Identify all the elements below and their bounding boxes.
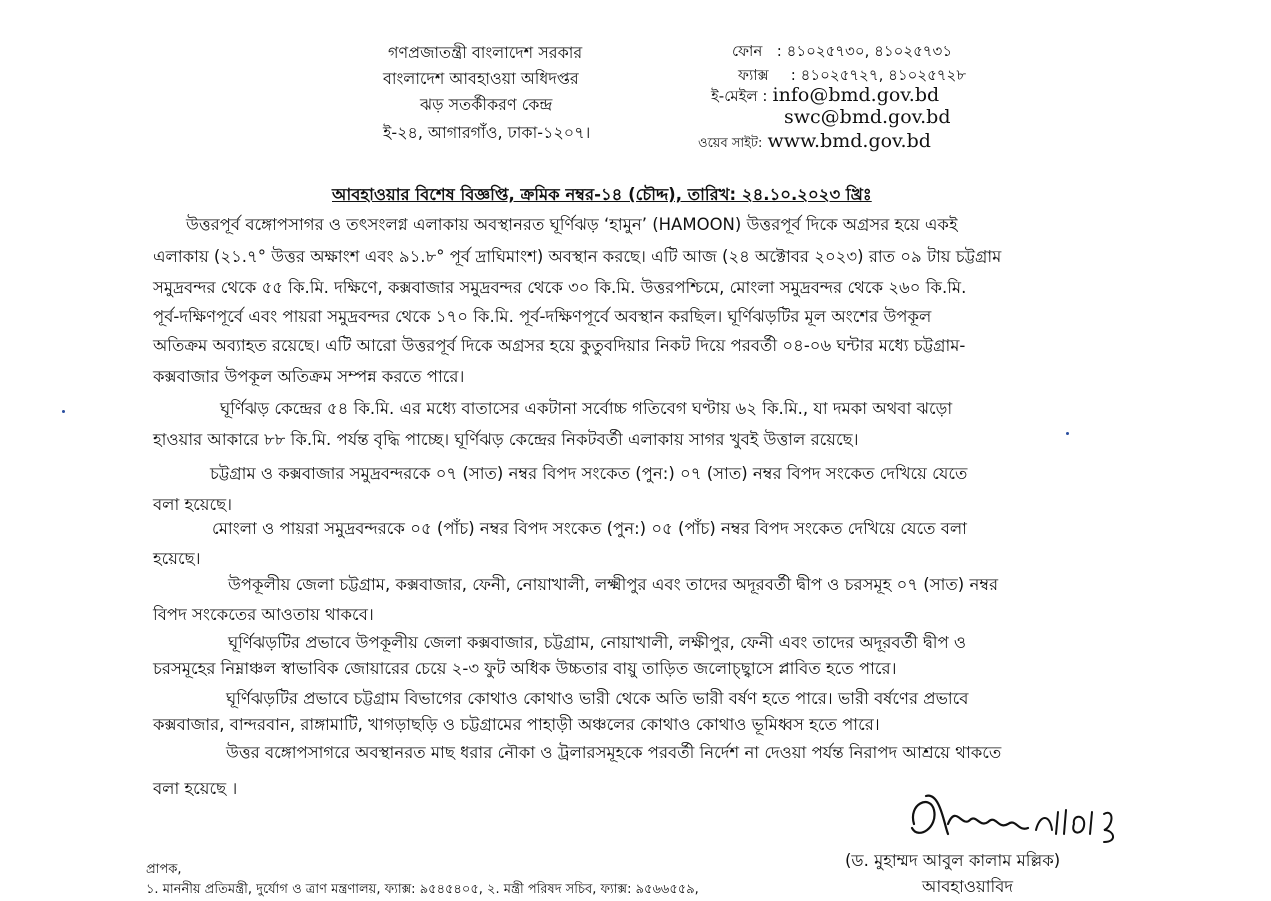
body-line: উত্তরপূর্ব বঙ্গোপসাগর ও তৎসংলগ্ন এলাকায় অবস্থানরত ঘূর্ণিঝড় ‘হামুন’ (HAMOON) উত্তরপূর্ব দিকে অগ্রসর হয়ে একই	[186, 215, 958, 234]
body-line: উত্তর বঙ্গোপসাগরে অবস্থানরত মাছ ধরার নৌকা ও ট্রলারসমূহকে পরবর্তী নির্দেশ না দেওয়া পর্যন্ত নিরাপদ আশ্রয়ে থাকতে	[226, 743, 1002, 762]
scan-speck	[62, 410, 65, 413]
fax-value: : ৪১০২৫৭২৭, ৪১০২৫৭২৮	[790, 66, 967, 84]
body-line: হাওয়ার আকারে ৮৮ কি.মি. পর্যন্ত বৃদ্ধি পাচ্ছে। ঘূর্ণিঝড় কেন্দ্রের নিকটবর্তী এলাকায় সাগর খুবই উত্তাল রয়েছে।	[153, 430, 859, 449]
body-line: ঘূর্ণিঝড়টির প্রভাবে চট্টগ্রাম বিভাগের কোথাও কোথাও ভারী থেকে অতি ভারী বর্ষণ হতে পারে। ভারী বর্ষণের প্রভাবে	[226, 689, 969, 708]
body-line: ঘূর্ণিঝড়টির প্রভাবে উপকূলীয় জেলা কক্সবাজার, চট্টগ্রাম, নোয়াখালী, লক্ষীপুর, ফেনী এবং তাদের অদূরবর্তী দ্বীপ ও	[228, 633, 967, 652]
bulletin-title: আবহাওয়ার বিশেষ বিজ্ঞপ্তি, ক্রমিক নম্বর-১৪ (চৌদ্দ), তারিখ: ২৪.১০.২০২৩ খ্রিঃ	[332, 185, 872, 204]
body-line: পূর্ব-দক্ষিণপূর্বে এবং পায়রা সমুদ্রবন্দর থেকে ১৭০ কি.মি. পূর্ব-দক্ষিণপূর্বে অবস্থান করছিল। ঘূর্ণিঝড়টির মূল অংশের উপকূল	[153, 307, 932, 326]
body-line: চট্টগ্রাম ও কক্সবাজার সমুদ্রবন্দরকে ০৭ (সাত) নম্বর বিপদ সংকেত (পুন:) ০৭ (সাত) নম্বর বিপদ সংকেত দেখিয়ে যেতে	[210, 464, 968, 483]
website-label: ওয়েব সাইট:	[698, 136, 763, 151]
email-secondary[interactable]: swc@bmd.gov.bd	[784, 106, 951, 128]
body-line: উপকূলীয় জেলা চট্টগ্রাম, কক্সবাজার, ফেনী, নোয়াখালী, লক্ষ্মীপুর এবং তাদের অদূরবর্তী দ্বীপ ও চরসমূহ ০৭ (সাত) নম্বর	[228, 575, 999, 594]
fax-label: ফ্যাক্স	[738, 66, 769, 84]
body-line: ঘূর্ণিঝড় কেন্দ্রের ৫৪ কি.মি. এর মধ্যে বাতাসের একটানা সর্বোচ্চ গতিবেগ ঘণ্টায় ৬২ কি.মি., যা দমকা অথবা ঝড়ো	[220, 399, 953, 418]
website-row	[698, 130, 931, 155]
org-name-government: গণপ্রজাতন্ত্রী বাংলাদেশ সরকার	[388, 43, 583, 62]
body-line: বলা হয়েছে।	[153, 495, 233, 514]
body-line: বলা হয়েছে ।	[153, 779, 238, 798]
body-line: চরসমূহের নিম্নাঞ্চল স্বাভাবিক জোয়ারের চেয়ে ২-৩ ফুট অধিক উচ্চতার বায়ু তাড়িত জলোচ্ছ্বাসে প্লাবিত হতে পারে।	[153, 659, 897, 678]
phone-value: : ৪১০২৫৭৩০, ৪১০২৫৭৩১	[776, 42, 953, 60]
email-label: ই-মেইল :	[711, 87, 768, 105]
phone-label: ফোন	[732, 42, 763, 60]
body-line: বিপদ সংকেতের আওতায় থাকবে।	[153, 605, 374, 624]
signatory-name: (ড. মুহাম্মদ আবুল কালাম মল্লিক)	[845, 851, 1061, 870]
website-link[interactable]: www.bmd.gov.bd	[767, 130, 931, 152]
body-line: হয়েছে।	[153, 549, 201, 568]
org-address: ই-২৪, আগারগাঁও, ঢাকা-১২০৭।	[383, 123, 591, 142]
handwritten-signature	[900, 784, 1170, 854]
phone-row	[732, 40, 952, 65]
signatory-designation: আবহাওয়াবিদ	[922, 877, 1014, 896]
body-line: এলাকায় (২১.৭° উত্তর অক্ষাংশ এবং ৯১.৮° পূর্ব দ্রাঘিমাংশ) অবস্থান করছে। এটি আজ (২৪ অক্টোবর ২০২৩) রাত ০৯ টায় চট্টগ্রাম	[153, 247, 1002, 266]
email-primary[interactable]: info@bmd.gov.bd	[772, 84, 940, 106]
recipient-label: প্রাপক,	[146, 862, 182, 877]
body-line: কক্সবাজার, বান্দরবান, রাঙ্গামাটি, খাগড়াছড়ি ও চট্টগ্রামের পাহাড়ী অঞ্চলের কোথাও কোথাও ভূমিধ্বস হতে পারে।	[153, 715, 880, 734]
recipient-line: ১. মাননীয় প্রতিমন্ত্রী, দুর্যোগ ও ত্রাণ মন্ত্রণালয়, ফ্যাক্স: ৯৫৪৫৪০৫, ২. মন্ত্রী পরিষদ সচিব, ফ্যাক্স: ৯৫৬৬৫৫৯,	[146, 882, 699, 897]
body-line: মোংলা ও পায়রা সমুদ্রবন্দরকে ০৫ (পাঁচ) নম্বর বিপদ সংকেত (পুন:) ০৫ (পাঁচ) নম্বর বিপদ সংকেত দেখিয়ে যেতে বলা	[212, 519, 967, 538]
body-line: অতিক্রম অব্যাহত রয়েছে। এটি আরো উত্তরপূর্ব দিকে অগ্রসর হয়ে কুতুবদিয়ার নিকট দিয়ে পরবর্তী ০৪-০৬ ঘন্টার মধ্যে চট্টগ্রাম-	[153, 336, 966, 355]
body-line: কক্সবাজার উপকূল অতিক্রম সম্পন্ন করতে পারে।	[153, 367, 465, 386]
org-name-department: বাংলাদেশ আবহাওয়া অধিদপ্তর	[383, 69, 579, 88]
scan-speck	[1066, 432, 1069, 435]
org-name-center: ঝড় সতর্কীকরণ কেন্দ্র	[420, 95, 553, 114]
body-line: সমুদ্রবন্দর থেকে ৫৫ কি.মি. দক্ষিণে, কক্সবাজার সমুদ্রবন্দর থেকে ৩০ কি.মি. উত্তরপশ্চিমে, মোংলা সমুদ্রবন্দর থেকে ২৬০ কি.মি.	[153, 278, 967, 297]
